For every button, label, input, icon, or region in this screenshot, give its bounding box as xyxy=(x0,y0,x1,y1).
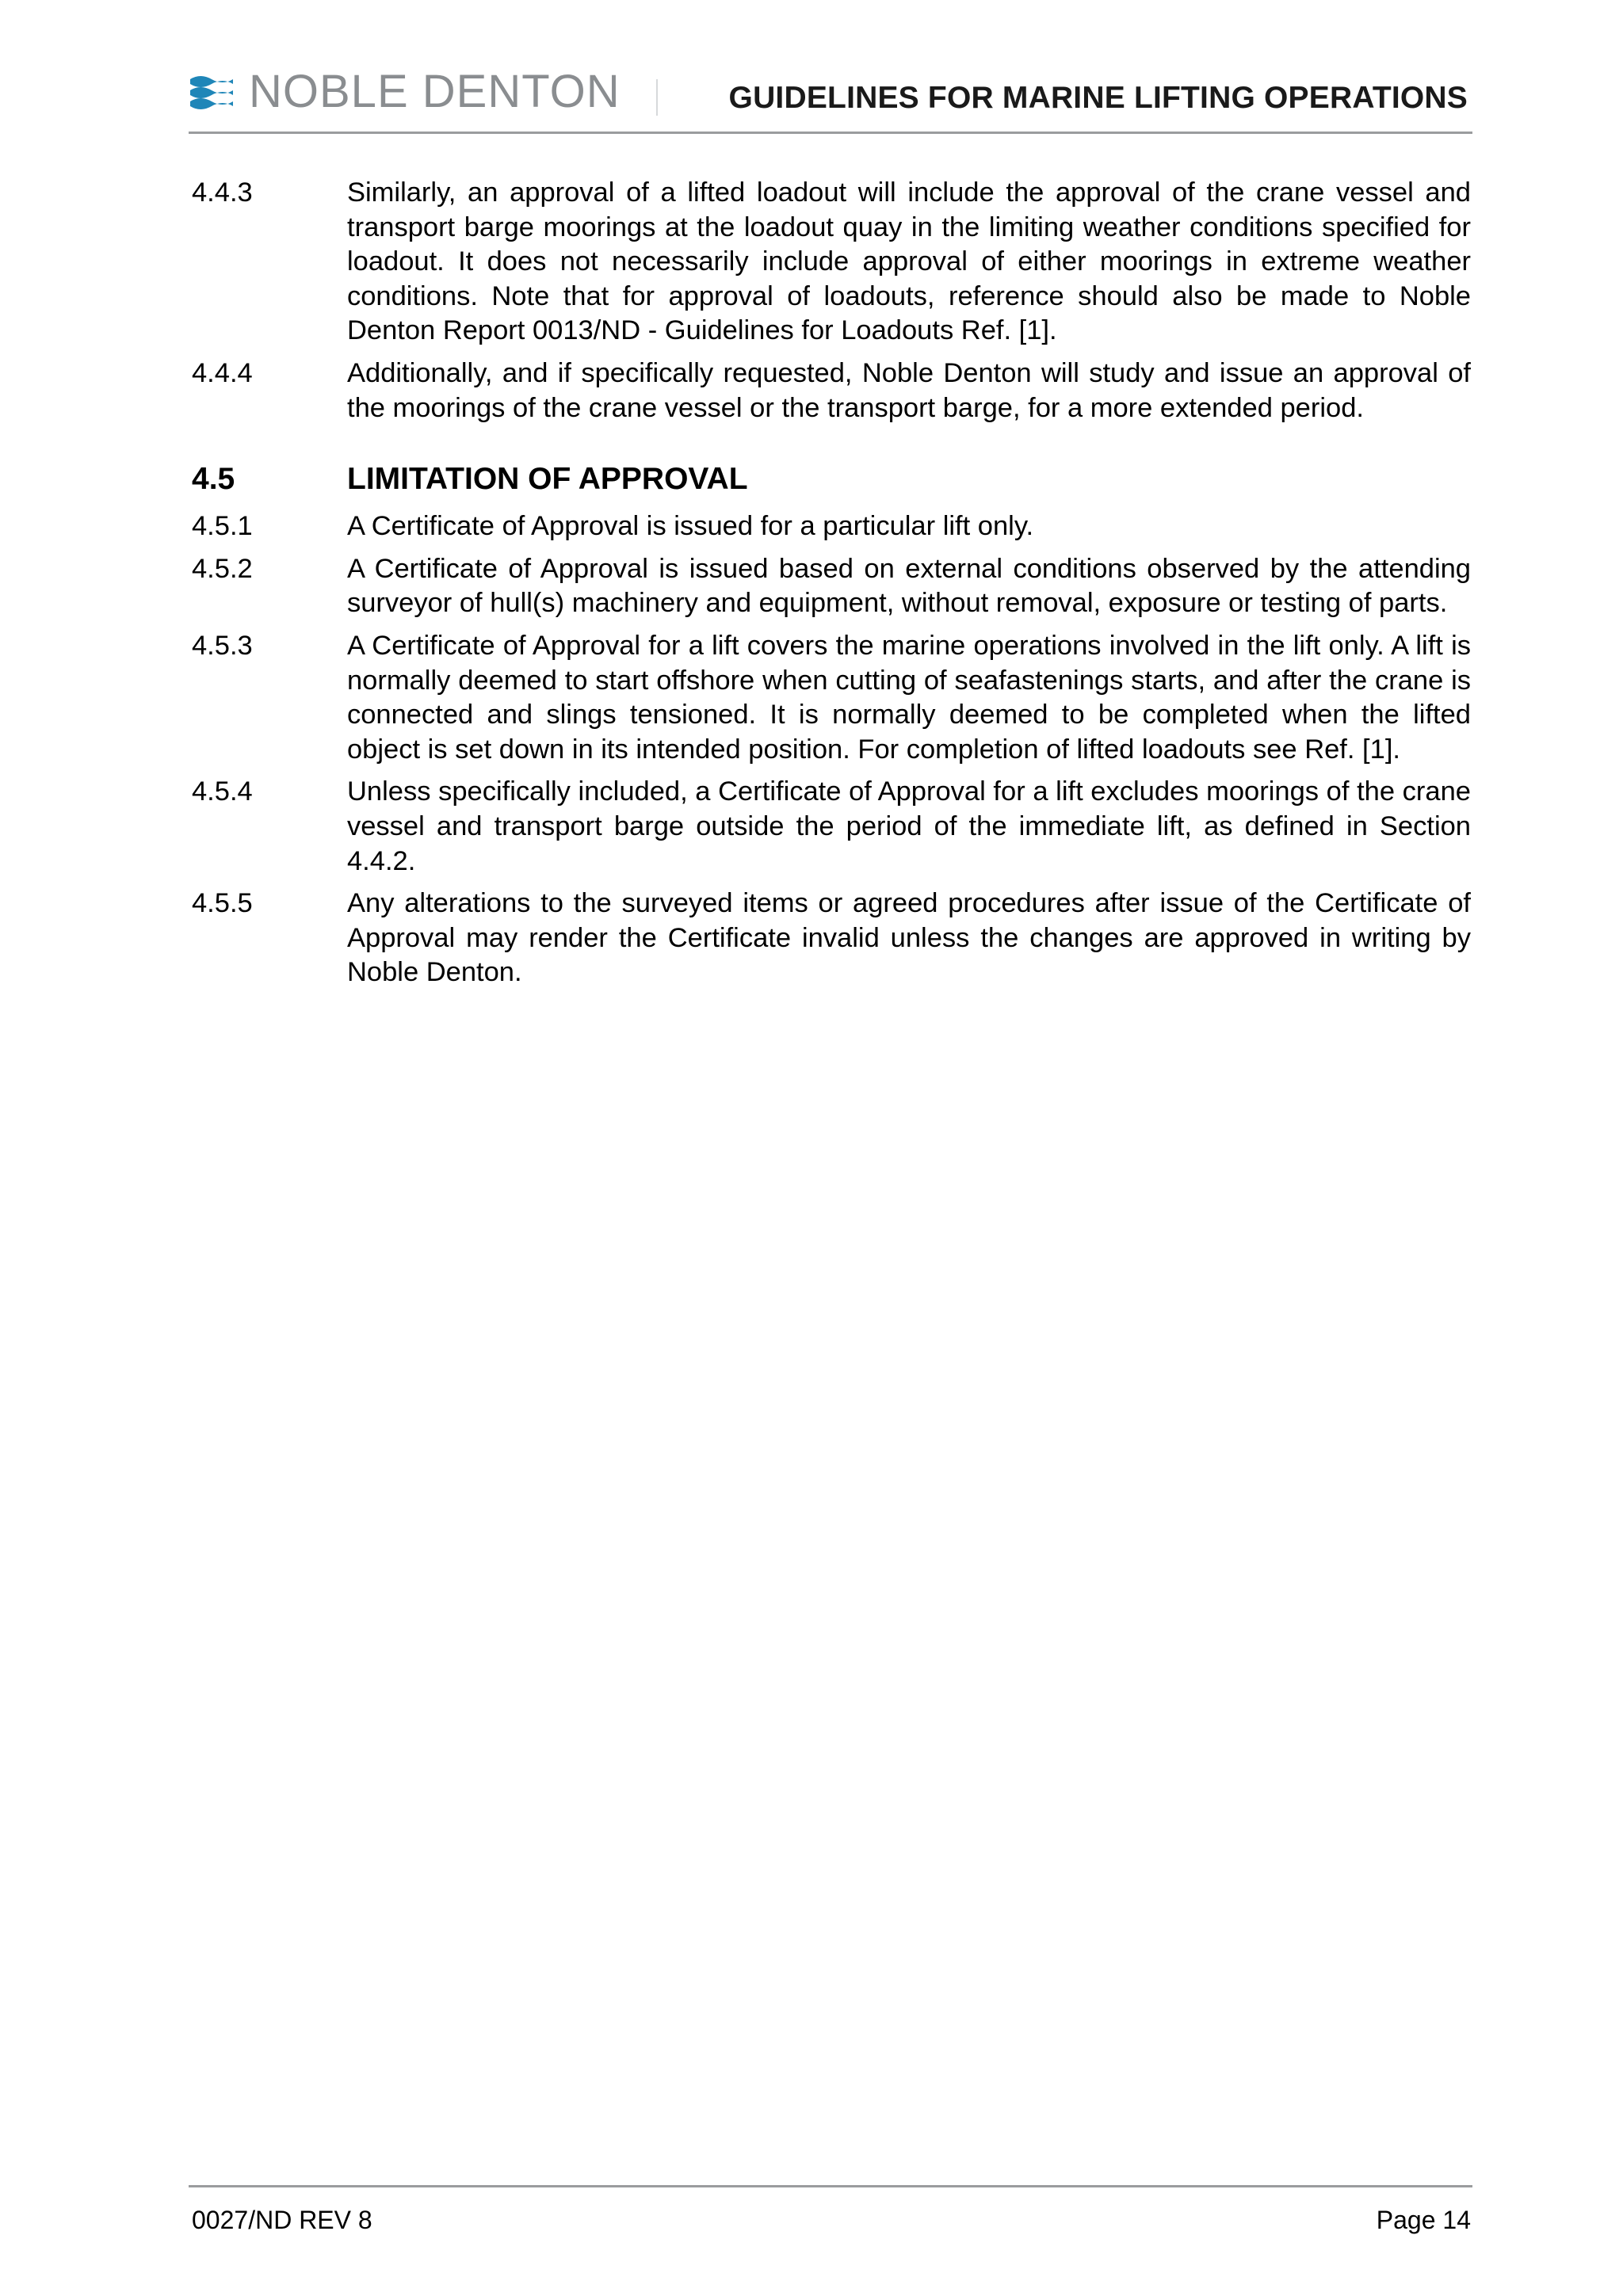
document-title: GUIDELINES FOR MARINE LIFTING OPERATIONS xyxy=(728,81,1468,115)
paragraph-text: Additionally, and if specifically requested, Noble Denton will study and issue an approval of the moorings of the crane vessel or the transport barge, for a more extended period. xyxy=(347,357,1471,423)
paragraph-number: 4.5.5 xyxy=(192,888,253,919)
paragraph-4-5-2 xyxy=(192,552,1471,621)
footer-divider xyxy=(189,2185,1472,2187)
logo-separator xyxy=(656,79,658,116)
document-body xyxy=(192,176,1471,998)
paragraph-number: 4.5.4 xyxy=(192,776,253,807)
paragraph-text: Similarly, an approval of a lifted loadout will include the approval of the crane vessel and transport barge moorings at the loadout quay in the limiting weather conditions specified for loadout. It does not necessarily include approval of either moorings in extreme weather conditions. Note that for approval of loadouts, reference should also be made to Noble Denton Report 0013/ND - Guidelines for Loadouts Ref. [1]. xyxy=(347,177,1471,346)
section-heading-4-5 xyxy=(192,460,1471,498)
paragraph-number: 4.5.3 xyxy=(192,630,253,661)
paragraph-4-5-4 xyxy=(192,775,1471,879)
paragraph-4-5-1 xyxy=(192,509,1471,544)
paragraph-text: A Certificate of Approval for a lift covers the marine operations involved in the lift only. A lift is normally deemed to start offshore when cutting of seafastenings starts, and after the crane is connected and slings tensioned. It is normally deemed to be completed when the lifted object is set down in its intended position. For completion of lifted loadouts see Ref. [1]. xyxy=(347,630,1471,765)
section-title: LIMITATION OF APPROVAL xyxy=(347,462,748,497)
header-divider xyxy=(189,132,1472,134)
page-header xyxy=(189,62,1472,135)
paragraph-4-4-3 xyxy=(192,176,1471,349)
page-number: Page 14 xyxy=(1376,2206,1471,2234)
document-reference: 0027/ND REV 8 xyxy=(192,2206,372,2234)
paragraph-text: A Certificate of Approval is issued based on external conditions observed by the attending surveyor of hull(s) machinery and equipment, without removal, exposure or testing of parts. xyxy=(347,553,1471,619)
paragraph-number: 4.4.3 xyxy=(192,177,253,208)
paragraph-text: Unless specifically included, a Certificate of Approval for a lift excludes moorings of the crane vessel and transport barge outside the period of the immediate lift, as defined in Section 4.4.2. xyxy=(347,776,1471,876)
wave-icon xyxy=(189,71,235,113)
paragraph-number: 4.4.4 xyxy=(192,357,253,388)
paragraph-number: 4.5.1 xyxy=(192,511,253,542)
paragraph-text: A Certificate of Approval is issued for a particular lift only. xyxy=(347,511,1034,542)
paragraph-4-4-4 xyxy=(192,357,1471,425)
paragraph-number: 4.5.2 xyxy=(192,553,253,584)
logo-wordmark: NOBLE DENTON xyxy=(249,66,621,117)
company-logo xyxy=(189,68,621,116)
paragraph-text: Any alterations to the surveyed items or agreed procedures after issue of the Certificate of Approval may render the Certificate invalid unless the changes are approved in writing by Noble Denton. xyxy=(347,888,1471,988)
section-number: 4.5 xyxy=(192,462,235,497)
paragraph-4-5-5 xyxy=(192,887,1471,990)
paragraph-4-5-3 xyxy=(192,629,1471,767)
